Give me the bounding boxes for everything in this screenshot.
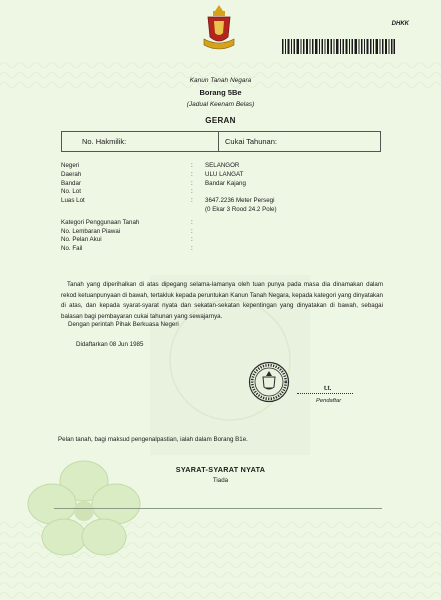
title-number-box (61, 131, 381, 152)
detail-colon: : (191, 218, 193, 226)
authority-line: Dengan perintah Pihak Berkuasa Negeri (68, 321, 179, 328)
conditions-title: SYARAT-SYARAT NYATA (175, 465, 266, 474)
selangor-crest-icon (202, 3, 236, 55)
detail-value (205, 219, 345, 228)
detail-colon: : (191, 227, 193, 235)
detail-value: SELANGOR (205, 162, 240, 169)
divider-line (54, 508, 382, 509)
title-number-label: No. Hakmilik: (62, 132, 219, 151)
detail-label: No. Fail (61, 245, 83, 253)
detail-label: Negeri (61, 162, 80, 169)
registry-seal-icon (248, 361, 290, 403)
detail-label: Luas Lot (61, 197, 85, 205)
detail-value (205, 236, 345, 245)
barcode (282, 39, 395, 54)
detail-row (61, 245, 345, 254)
detail-label (61, 206, 191, 215)
form-code: DHKK (391, 21, 409, 27)
detail-colon: : (191, 236, 193, 244)
detail-value: 3647.2236 Meter Persegi (205, 197, 275, 205)
detail-row (61, 197, 345, 206)
detail-row (61, 228, 345, 237)
detail-value (205, 188, 345, 197)
detail-colon: : (191, 170, 193, 178)
conditions-text: Tiada (212, 477, 229, 484)
detail-row (61, 236, 345, 245)
flower-watermark (26, 459, 142, 559)
detail-row (61, 162, 345, 171)
plan-note: Pelan tanah, bagi maksud pengenalpastian, ialah dalam Borang B1e. (58, 436, 248, 443)
detail-label: Kategori Penggunaan Tanah (61, 218, 140, 226)
detail-colon: : (191, 179, 193, 187)
detail-label: Daerah (61, 170, 82, 178)
detail-value: ULU LANGAT (205, 170, 244, 178)
detail-row (61, 180, 345, 189)
act-name: Kanun Tanah Negara (189, 77, 252, 84)
detail-label: No. Lot (61, 188, 81, 196)
detail-value (205, 228, 345, 237)
detail-row (61, 171, 345, 180)
detail-colon (191, 206, 205, 215)
detail-row (61, 188, 345, 197)
detail-colon: : (191, 188, 193, 196)
detail-value (205, 245, 345, 254)
document-title: GERAN (205, 116, 236, 125)
quit-rent-label: Cukai Tahunan: (225, 137, 277, 146)
registration-date: Didaftarkan 08 Jun 1985 (76, 341, 144, 348)
detail-row (61, 219, 345, 228)
schedule-name: (Jadual Keenam Belas) (186, 101, 255, 108)
detail-label: No. Lembaran Piawai (61, 227, 121, 235)
land-details (61, 162, 345, 254)
detail-label: Bandar (61, 179, 81, 187)
detail-value: Bandar Kajang (205, 179, 246, 187)
registrar-label: Pendaftar (316, 398, 342, 404)
tenure-paragraph: Tanah yang diperihalkan di atas dipegang selama-lamanya oleh tuan punya pada masa dia dinamakan dalam rekod ketuanpunyaan di bawah, tertakluk kepada peruntukan Kanun Tanah Negara, kepada kategori yang dinyatakan di atas, dan kepada syarat-syarat nyata dan sekatan-sekatan kepentingan yang dinyatakan di bawah, sebagai balasan bagi pembayaran cukai tahunan yang sewajarnya. (61, 281, 383, 320)
signature-line (297, 393, 353, 394)
detail-colon: : (191, 162, 193, 169)
detail-label: No. Pelan Akui (61, 236, 102, 244)
detail-value: (0 Ekar 3 Rood 24.2 Pole) (205, 205, 277, 213)
detail-colon: : (191, 197, 193, 205)
form-number: Borang 5Be (199, 88, 242, 97)
registrar-signature: t.t. (324, 386, 332, 392)
detail-colon: : (191, 245, 193, 253)
detail-row (61, 206, 345, 215)
